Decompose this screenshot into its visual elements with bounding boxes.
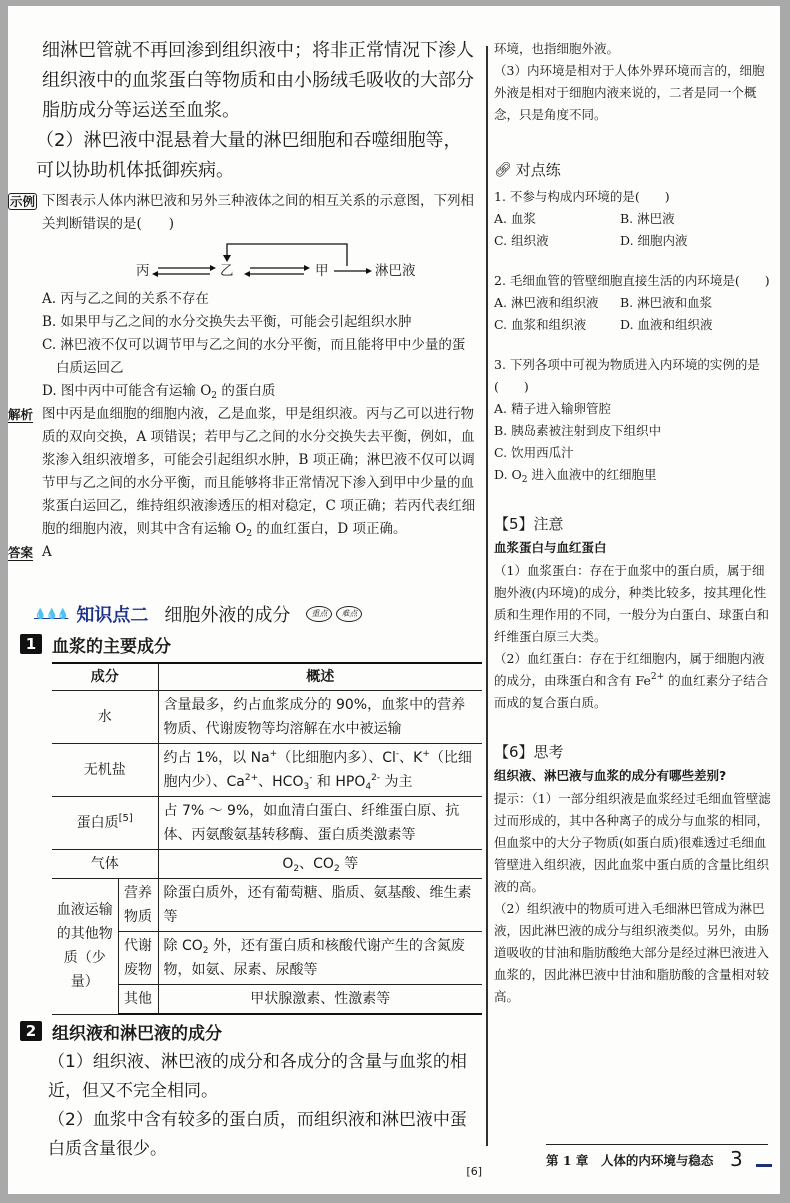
knowledge-point-label: 知识点二 — [76, 605, 149, 626]
right-column — [494, 6, 776, 1194]
section-1-heading — [20, 632, 171, 656]
salt-text-2: （比细胞内多）、Cl — [277, 750, 396, 766]
o2-subscript: 2 — [293, 864, 300, 874]
header-description: 概述 — [158, 663, 482, 691]
intro-paragraph-2: （2）淋巴液中混悬着大量的淋巴细胞和吞噬细胞等，可以协助机体抵御疾病。 — [36, 130, 462, 181]
key-point-stamp-icon: 重点 — [306, 606, 332, 622]
note-6-paragraph-1: 提示：（1）一部分组织液是血浆经过毛细血管壁滤过而形成的，其中各种离子的成分与血浆的相同，但血浆中的大分子物质(如蛋白质)很难透过毛细血管壁进入组织液，因此血浆中蛋白质的含量比组织液的高。 — [494, 791, 771, 894]
section-2-heading — [20, 1019, 222, 1043]
question-2-option-a[interactable]: A. 淋巴液和组织液 — [494, 295, 599, 310]
page-marker — [756, 1164, 772, 1167]
example-block — [8, 190, 484, 564]
cell-salt-desc — [158, 744, 482, 797]
question-3 — [494, 354, 774, 486]
column-divider — [486, 46, 488, 1146]
question-3-stem: 3. 下列各项中可视为物质进入内环境的实例的是( ) — [494, 357, 760, 394]
gas-co: 、CO — [299, 856, 334, 872]
continued-note-line: 环境，也指细胞外液。 — [494, 41, 620, 56]
note-6-reference: [6] — [466, 1165, 482, 1178]
table-header-row — [52, 663, 482, 691]
cl-charge: - — [395, 749, 400, 759]
section-2-body — [48, 1048, 482, 1180]
example-question: 下图表示人体内淋巴液和另外三种液体之间的相互关系的示意图，下列相关判断错误的是( ) — [42, 193, 474, 232]
practice-heading — [494, 158, 774, 182]
question-2-option-b[interactable]: B. 淋巴液和血浆 — [620, 295, 713, 310]
note-5-p2-text-end: 的血红素分子结合而成的复合蛋白质。 — [494, 673, 769, 710]
intro-paragraph-1: 细淋巴管就不再回渗到组织液中；将非正常情况下渗人组织液中的血浆蛋白等物质和由小肠绒毛吸收的大部分脂肪成分等运送至血浆。 — [42, 40, 474, 121]
water-drops-icon: 💧💧💧 — [34, 608, 69, 620]
q3-d-text: D. O — [494, 467, 522, 482]
q3-d-subscript: 2 — [521, 475, 528, 485]
salt-text-6: 和 HPO — [312, 774, 366, 790]
cell-others-name: 其他 — [118, 985, 158, 1015]
note-6-subheading: 组织液、淋巴液与血浆的成分有哪些差别? — [494, 768, 727, 783]
answer-block — [8, 541, 484, 564]
question-3-option-d[interactable] — [494, 464, 774, 486]
hpo4-subscript: 4 — [365, 782, 372, 792]
cell-nutrients-desc: 除蛋白质外，还有葡萄糖、脂质、氨基酸、维生素等 — [158, 879, 482, 932]
analysis-tag: 解析 — [8, 407, 34, 422]
question-3-option-c[interactable]: C. 饮用西瓜汁 — [494, 445, 574, 460]
salt-text-3: 、K — [399, 750, 423, 766]
cell-nutrients-name: 营养物质 — [118, 879, 158, 932]
table-row-protein — [52, 797, 482, 850]
cell-gas-name: 气体 — [52, 850, 158, 879]
cell-protein-desc: 占 7% ～ 9%，如血清白蛋白、纤维蛋白原、抗体、丙氨酸氨基转移酶、蛋白质类激素等 — [158, 797, 482, 850]
question-2-stem: 2. 毛细血管的管壁细胞直接生活的内环境是( ) — [494, 273, 770, 288]
page-footer — [494, 1144, 776, 1188]
example-option-c-continued: 白质运回乙 — [56, 360, 124, 376]
question-1-option-d[interactable]: D. 细胞内液 — [620, 233, 688, 248]
co2-subscript: 2 — [333, 864, 340, 874]
continued-note — [494, 38, 774, 126]
example-tag: 示例 — [10, 194, 36, 209]
note-6 — [494, 740, 774, 1008]
difficult-point-stamp-icon: 难点 — [336, 606, 362, 622]
table-row-salt — [52, 744, 482, 797]
node-bing: 丙 — [136, 263, 150, 279]
arrowhead-yi-to-jia — [304, 265, 310, 271]
waste-text-pre: 除 CO — [163, 938, 203, 954]
note-5 — [494, 512, 774, 714]
answer-tag-wrap — [8, 541, 38, 564]
knowledge-point-subtitle: 细胞外液的成分 — [164, 605, 291, 626]
cell-gas-desc — [158, 850, 482, 879]
arrowhead-bing-to-yi — [210, 265, 216, 271]
note-6-paragraph-2: （2）组织液中的物质可进入毛细淋巴管成为淋巴液，因此淋巴液的成分与组织液类似。另外，由肠道吸收的甘油和脂肪酸绝大部分是经过淋巴液进入血浆的，因此淋巴液中甘油和脂肪酸的含量相对较高。 — [494, 901, 770, 1004]
loop-line — [227, 244, 347, 266]
section-number-badge: 1 — [20, 634, 42, 654]
note-5-reference: [5] — [118, 813, 133, 824]
analysis-tag-wrap — [8, 403, 38, 426]
salt-text-5: 、HCO — [258, 774, 304, 790]
analysis-text — [42, 403, 484, 541]
question-2-option-d[interactable]: D. 血液和组织液 — [620, 317, 713, 332]
textbook-page — [8, 6, 780, 1194]
q3-d-text-end: 进入血液中的红细胞里 — [527, 467, 657, 482]
table-row-nutrients — [52, 879, 482, 932]
question-1-option-a[interactable]: A. 血浆 — [494, 211, 536, 226]
option-d-text-end: 的蛋白质 — [217, 383, 276, 399]
note-5-p2-text: （2）血红蛋白：存在于红细胞内，属于细胞内液的成分，由珠蛋白和含有 Fe — [494, 651, 765, 688]
question-2 — [494, 270, 774, 336]
left-column — [8, 6, 486, 1194]
protein-name: 蛋白质 — [76, 815, 119, 831]
question-3-option-b[interactable]: B. 胰岛素被注射到皮下组织中 — [494, 423, 662, 438]
gas-o: O — [282, 856, 294, 872]
cell-salt-name: 无机盐 — [52, 744, 158, 797]
example-option-d — [42, 380, 484, 403]
page-number: 3 — [730, 1147, 743, 1171]
answer-value: A — [42, 544, 52, 560]
question-1 — [494, 186, 774, 252]
section-2-paragraph-1: （1）组织液、淋巴液的成分和各成分的含量与血浆的相近，但又不完全相同。 — [48, 1052, 467, 1101]
practice-title: 对点练 — [515, 161, 561, 179]
option-d-text: D. 图中丙中可能含有运输 O — [42, 383, 212, 399]
question-1-option-b[interactable]: B. 淋巴液 — [620, 211, 675, 226]
cell-water-desc: 含量最多，约占血浆成分的 90%，血浆中的营养物质、代谢废物等均溶解在水中被运输 — [158, 691, 482, 744]
cell-water-name: 水 — [52, 691, 158, 744]
salt-text-7: 为主 — [380, 774, 413, 790]
waste-co2-subscript: 2 — [202, 946, 209, 956]
example-option-a: A. 丙与乙之间的关系不存在 — [42, 291, 209, 307]
note-5-paragraph-1: （1）血浆蛋白：存在于血浆中的蛋白质，属于细胞外液(内环境)的成分，种类比较多，按其理化性质和生理作用的不同，一般分为白蛋白、球蛋白和纤维蛋白原三大类。 — [494, 563, 770, 644]
question-3-option-a[interactable]: A. 精子进入输卵管腔 — [494, 401, 611, 416]
example-question-row — [8, 190, 484, 236]
arrowhead-yi-to-bing — [152, 271, 158, 277]
header-component: 成分 — [52, 663, 158, 691]
right-column-content — [494, 38, 774, 1008]
waste-text: 外，还有蛋白质和核酸代谢产生的含氮废物，如氨、尿素、尿酸等 — [163, 938, 465, 978]
answer-tag: 答案 — [8, 545, 34, 560]
continued-note-point-3: （3）内环境是相对于人体外界环境而言的，细胞外液是相对于细胞内液来说的，二者是同一个概念，只是角度不同。 — [494, 63, 765, 122]
fe-charge: 2+ — [650, 672, 665, 682]
plasma-components-table — [52, 662, 482, 1015]
cell-other-substances-group: 血液运输的其他物质（少量） — [52, 879, 118, 1015]
cell-others-desc: 甲状腺激素、性激素等 — [158, 985, 482, 1015]
question-2-options — [494, 292, 774, 336]
intro-text — [36, 36, 478, 186]
cell-protein-name — [52, 797, 158, 850]
k-charge: + — [422, 749, 430, 759]
cell-waste-desc — [158, 932, 482, 985]
hpo4-charge: 2- — [371, 773, 381, 783]
node-lymph: 淋巴液 — [375, 263, 416, 279]
question-1-stem: 1. 不参与构成内环境的是( ) — [494, 189, 670, 204]
example-option-b: B. 如果甲与乙之间的水分交换失去平衡，可能会引起组织水肿 — [42, 314, 412, 330]
section-number-badge: 2 — [20, 1021, 42, 1041]
na-charge: + — [269, 749, 278, 759]
analysis-block — [8, 403, 484, 541]
question-2-option-c[interactable]: C. 血浆和组织液 — [494, 317, 587, 332]
gas-end: 等 — [339, 856, 359, 872]
analysis-text-end: 的血红蛋白，D 项正确。 — [252, 521, 407, 537]
loop-arrowhead — [223, 255, 231, 262]
question-1-options — [494, 208, 774, 252]
option-d-subscript: 2 — [211, 391, 218, 401]
hco3-charge: - — [309, 773, 313, 783]
analysis-text-main: 图中丙是血细胞的细胞内液，乙是血浆，甲是组织液。丙与乙可以进行物质的双向交换，A 项错误；若甲与乙之间的水分交换失去平衡，例如，血浆渗入组织液增多，可能会引起组织水肿，B 项正确；淋巴液不仅可以调节甲与乙之间的水分平衡，而且能够将非正常情况下渗入到甲中少量的血浆蛋白运回乙，维持组织液渗透压的相对稳定，C 项正确；若丙代表红细胞的细胞内液，则其中含有运输 O — [42, 406, 476, 537]
section-2-paragraph-2: （2）血浆中含有较多的蛋白质，而组织液和淋巴液中蛋白质含量很少。 — [48, 1110, 467, 1159]
note-6-heading: 【6】思考 — [494, 743, 564, 761]
salt-text-4: （比细胞内少）、Ca — [163, 750, 472, 790]
practice-section — [494, 158, 774, 486]
footer-rule — [546, 1144, 768, 1145]
example-option-c: C. 淋巴液不仅可以调节甲与乙之间的水分平衡，而且能将甲中少量的蛋 — [42, 337, 466, 353]
analysis-subscript: 2 — [246, 529, 253, 539]
chapter-title: 第 1 章 人体的内环境与稳态 — [546, 1153, 714, 1168]
table-row-gas — [52, 850, 482, 879]
cell-waste-name: 代谢废物 — [118, 932, 158, 985]
note-5-paragraph-2 — [494, 648, 774, 714]
arrowhead-jia-to-yi — [244, 271, 250, 277]
section-2-title: 组织液和淋巴液的成分 — [52, 1023, 222, 1044]
salt-text-1: 约占 1%，以 Na — [163, 750, 270, 766]
node-jia: 甲 — [315, 263, 329, 279]
link-icon: 🔗︎ — [494, 162, 512, 178]
node-yi: 乙 — [220, 263, 234, 279]
question-1-option-c[interactable]: C. 组织液 — [494, 233, 549, 248]
note-5-subheading: 血浆蛋白与血红蛋白 — [494, 540, 607, 555]
example-tag-wrap — [8, 190, 38, 213]
hco3-subscript: 3 — [303, 782, 310, 792]
note-5-heading: 【5】注意 — [494, 515, 564, 533]
table-row-water — [52, 691, 482, 744]
section-1-title: 血浆的主要成分 — [52, 636, 171, 657]
fluid-relationship-diagram — [42, 236, 480, 288]
ca-charge: 2+ — [244, 773, 259, 783]
arrowhead-jia-to-lymph — [366, 268, 372, 274]
knowledge-point-heading — [34, 601, 362, 627]
